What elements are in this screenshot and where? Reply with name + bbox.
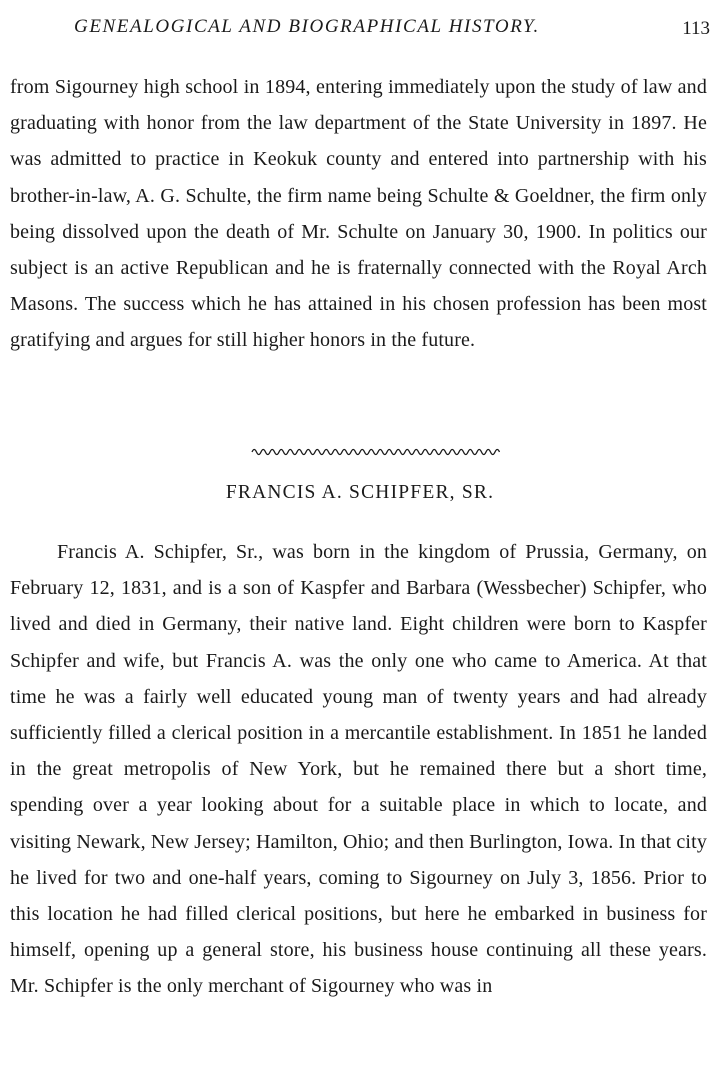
running-head xyxy=(0,12,720,46)
section-paragraph: Francis A. Schipfer, Sr., was born in the kingdom of Prussia, Germany, on February 12, 1831, and is a son of Kaspfer and Barbara (Wessbecher) Schipfer, who lived and died in Germany, their native land. Eight children were born to Kaspfer Schipfer and wife, but Francis A. was the only one who came to America. At that time he was a fairly well educated young man of twenty years and had already sufficiently filled a clerical position in a mercantile establishment. In 1851 he landed in the great metropolis of New York, but he remained there but a short time, spending over a year looking about for a suitable place in which to locate, and visiting Newark, New Jersey; Hamilton, Ohio; and then Burlington, Iowa. In that city he lived for two and one-half years, coming to Sigourney on July 3, 1856. Prior to this location he had filled clerical positions, but here he embarked in business for himself, opening up a general store, his business house continuing all these years. Mr. Schipfer is the only merchant of Sigourney who was in xyxy=(10,541,707,998)
page-number: 113 xyxy=(682,18,710,39)
running-title: GENEALOGICAL AND BIOGRAPHICAL HISTORY. xyxy=(74,16,540,37)
continued-paragraph: from Sigourney high school in 1894, entering immediately upon the study of law and graduating with honor from the law department of the State University in 1897. He was admitted to practice in Keokuk county and entered into partnership with his brother-in-law, A. G. Schulte, the firm name being Schulte & Goeldner, the firm only being dissolved upon the death of Mr. Schulte on January 30, 1900. In politics our subject is an active Republican and he is fraternally connected with the Royal Arch Masons. The success which he has attained in his chosen profession has been most gratifying and argues for still higher honors in the future. xyxy=(10,76,707,352)
section-heading: FRANCIS A. SCHIPFER, SR. xyxy=(225,482,495,503)
wavy-divider-ornament xyxy=(250,444,500,460)
